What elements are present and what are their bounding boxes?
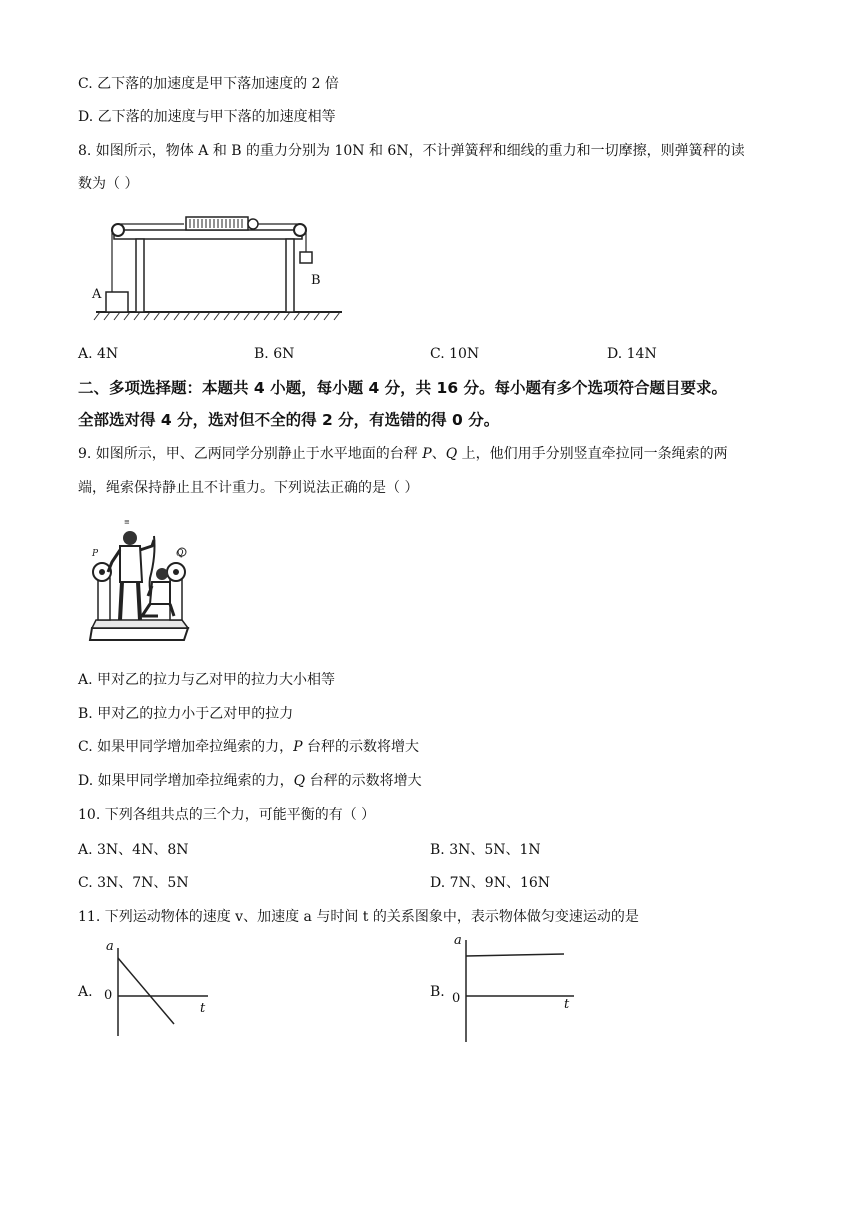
q9-option-b: B. 甲对乙的拉力小于乙对甲的拉力 <box>78 706 294 722</box>
section2-heading-line2: 全部选对得 4 分，选对但不全的得 2 分，有选错的得 0 分。 <box>78 411 500 429</box>
svg-text:≡: ≡ <box>124 518 130 526</box>
q10-option-d: D. 7N、9N、16N <box>430 875 551 891</box>
q11-option-a-label: A. <box>78 984 93 1000</box>
q11-option-b-label: B. <box>430 984 445 1000</box>
q9-option-c-pre: C. 如果甲同学增加牵拉绳索的力， <box>78 739 294 755</box>
q7-option-c: C. 乙下落的加速度是甲下落加速度的 2 倍 <box>78 76 339 92</box>
q9-scales-figure <box>86 516 194 646</box>
q9-stem-line2: 端，绳索保持静止且不计重力。下列说法正确的是（ ） <box>78 480 419 496</box>
block-a-label: A <box>92 287 102 302</box>
q9-stem-post: 上，他们用手分别竖直牵拉同一条绳索的两 <box>457 446 728 462</box>
graph-b-y-label: a <box>454 933 462 948</box>
q8-stem-line2: 数为（ ） <box>78 176 139 192</box>
q9-option-a: A. 甲对乙的拉力与乙对甲的拉力大小相等 <box>78 672 336 688</box>
q9-var-p: P <box>422 446 432 462</box>
q9-stem-line1 <box>78 444 728 464</box>
q11-graph-b <box>446 930 582 1046</box>
q8-option-a: A. 4N <box>78 346 119 362</box>
graph-b-origin: 0 <box>452 991 461 1006</box>
q8-pulley-table-figure <box>90 208 350 326</box>
q8-option-b: B. 6N <box>254 346 295 362</box>
q8-option-d: D. 14N <box>607 346 657 362</box>
q9-stem-mid: 、 <box>431 446 446 462</box>
q9-option-d-pre: D. 如果甲同学增加牵拉绳索的力， <box>78 773 294 789</box>
q9-option-d-var: Q <box>293 773 306 789</box>
q11-stem: 11. 下列运动物体的速度 v、加速度 a 与时间 t 的关系图象中，表示物体做匀变速运动的是 <box>78 909 639 925</box>
q9-stem-pre: 9. 如图所示，甲、乙两同学分别静止于水平地面的台秤 <box>78 446 423 462</box>
svg-text:Q: Q <box>176 549 184 559</box>
graph-a-origin: 0 <box>104 988 113 1003</box>
q10-option-b: B. 3N、5N、1N <box>430 842 541 858</box>
q9-option-d <box>78 771 422 791</box>
q8-option-c: C. 10N <box>430 346 480 362</box>
q10-stem: 10. 下列各组共点的三个力，可能平衡的有（ ） <box>78 807 376 823</box>
q9-option-d-post: 台秤的示数将增大 <box>305 773 422 789</box>
q11-graph-a <box>96 936 216 1040</box>
q10-option-c: C. 3N、7N、5N <box>78 875 189 891</box>
q8-stem-line1: 8. 如图所示，物体 A 和 B 的重力分别为 10N 和 6N，不计弹簧秤和细线的重力和一切摩擦，则弹簧秤的读 <box>78 143 745 159</box>
q10-option-a: A. 3N、4N、8N <box>78 842 189 858</box>
svg-text:P: P <box>92 549 99 559</box>
graph-a-x-label: t <box>200 1001 206 1016</box>
block-b-label: B <box>311 273 321 288</box>
q9-var-q: Q <box>445 446 458 462</box>
q9-option-c-var: P <box>293 739 303 755</box>
q7-option-d: D. 乙下落的加速度与甲下落的加速度相等 <box>78 109 336 125</box>
graph-b-x-label: t <box>564 997 570 1012</box>
section2-heading-line1: 二、多项选择题：本题共 4 小题，每小题 4 分，共 16 分。每小题有多个选项符合题目要求。 <box>78 379 728 397</box>
q9-option-c <box>78 737 419 757</box>
q9-option-c-post: 台秤的示数将增大 <box>302 739 419 755</box>
graph-a-y-label: a <box>106 939 114 954</box>
